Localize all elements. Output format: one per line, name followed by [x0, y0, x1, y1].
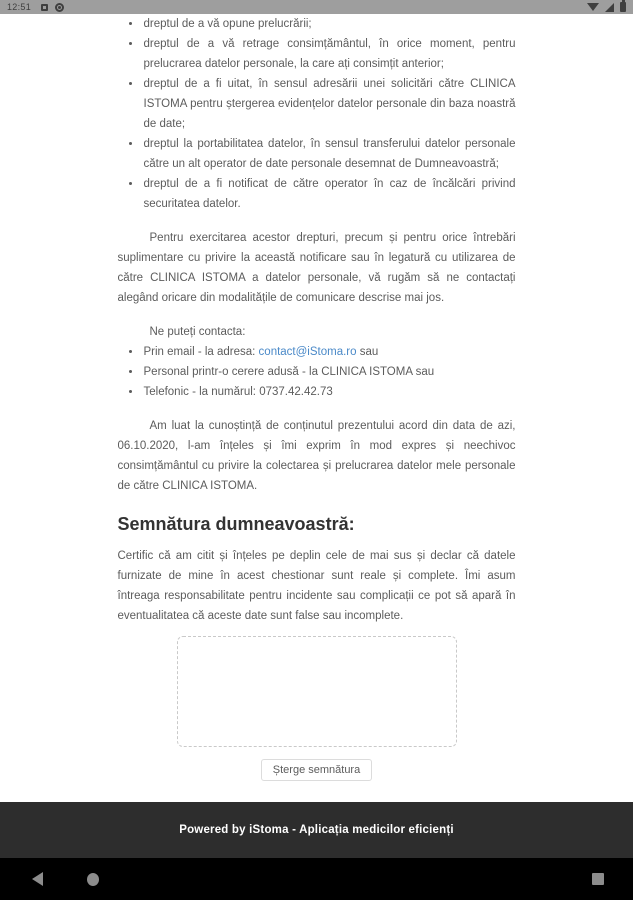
rights-list-item: • dreptul de a fi uitat, în sensul adresării unei solicitări către CLINICA ISTOMA pentru ștergerea evidențelor datelor personale din baza noastră de date;: [142, 74, 516, 134]
contact-intro-paragraph: Pentru exercitarea acestor drepturi, precum și pentru orice întrebări suplimentare cu privire la această notificare sau în legatură cu utilizarea de către CLINICA ISTOMA a datelor personale, vă rugăm să ne contactați alegând oricare din modalitățile de comunicare descrise mai jos.: [117, 232, 516, 304]
contact-option-in-person: • Personal printr-o cerere adusă - la CLINICA ISTOMA sau: [142, 362, 516, 382]
rights-list-item: • dreptul de a vă opune prelucrării;: [142, 14, 516, 34]
battery-icon: [620, 2, 626, 12]
screenshot-icon: [41, 4, 48, 11]
contact-email-suffix: sau: [356, 346, 379, 358]
rights-list-item: • dreptul la portabilitatea datelor, în sensul transferului datelor personale către un alt operator de date personale desemnat de Dumneavoastră;: [142, 134, 516, 174]
wifi-icon: [587, 3, 599, 11]
contact-options-list: [118, 342, 516, 402]
signature-section-heading: Semnătura dumneavoastră:: [117, 514, 355, 534]
android-nav-bar: [0, 858, 633, 900]
acknowledgement-paragraph: Am luat la cunoștință de conținutul prezentului acord din data de azi, 06.10.2020, l-am înțeles și îmi exprim în mod expres și neechivoc consimțământul cu privire la colectarea și prelucrarea datelor mele personale de către CLINICA ISTOMA.: [117, 420, 516, 492]
footer-text: Powered by iStoma - Aplicația medicilor eficienți: [179, 824, 454, 836]
back-button[interactable]: [22, 858, 52, 900]
certify-paragraph: Certific că am citit și înțeles pe deplin cele de mai sus și declar că datele furnizate de mine în acest chestionar sunt reale și complete. Îmi asum întreaga responsabilitate pentru incidente sau complicații ce pot să apară în eventualitatea că aceste date sunt false sau incomplete.: [117, 550, 516, 622]
recents-icon: [592, 873, 604, 885]
clock: 12:51: [7, 2, 32, 12]
signature-pad[interactable]: [177, 636, 457, 747]
contact-heading: Ne puteți contacta:: [149, 326, 246, 338]
home-icon: [87, 873, 99, 886]
consent-form-page: [0, 14, 633, 802]
rights-list: [118, 14, 516, 214]
back-icon: [32, 872, 43, 886]
contact-email-prefix: Prin email - la adresa:: [143, 346, 259, 358]
contact-email-link[interactable]: contact@iStoma.ro: [258, 346, 357, 358]
rights-list-item: • dreptul de a vă retrage consimțământul, în orice moment, pentru prelucrarea datelor personale, la care ați consimțit anterior;: [142, 34, 516, 74]
rights-list-item: • dreptul de a fi notificat de către operator în caz de încălcări privind securitatea datelor.: [142, 174, 516, 214]
app-footer: [0, 802, 633, 858]
status-bar: [0, 0, 633, 14]
consent-document: [118, 14, 516, 802]
recents-button[interactable]: [583, 858, 613, 900]
contact-option-phone: • Telefonic - la numărul: 0737.42.42.73: [142, 382, 516, 402]
cellular-signal-icon: [605, 3, 614, 12]
contact-option-email: [142, 342, 516, 362]
app-notification-icon: [55, 3, 64, 12]
home-button[interactable]: [78, 858, 108, 900]
clear-signature-button[interactable]: Șterge semnătura: [261, 759, 372, 781]
